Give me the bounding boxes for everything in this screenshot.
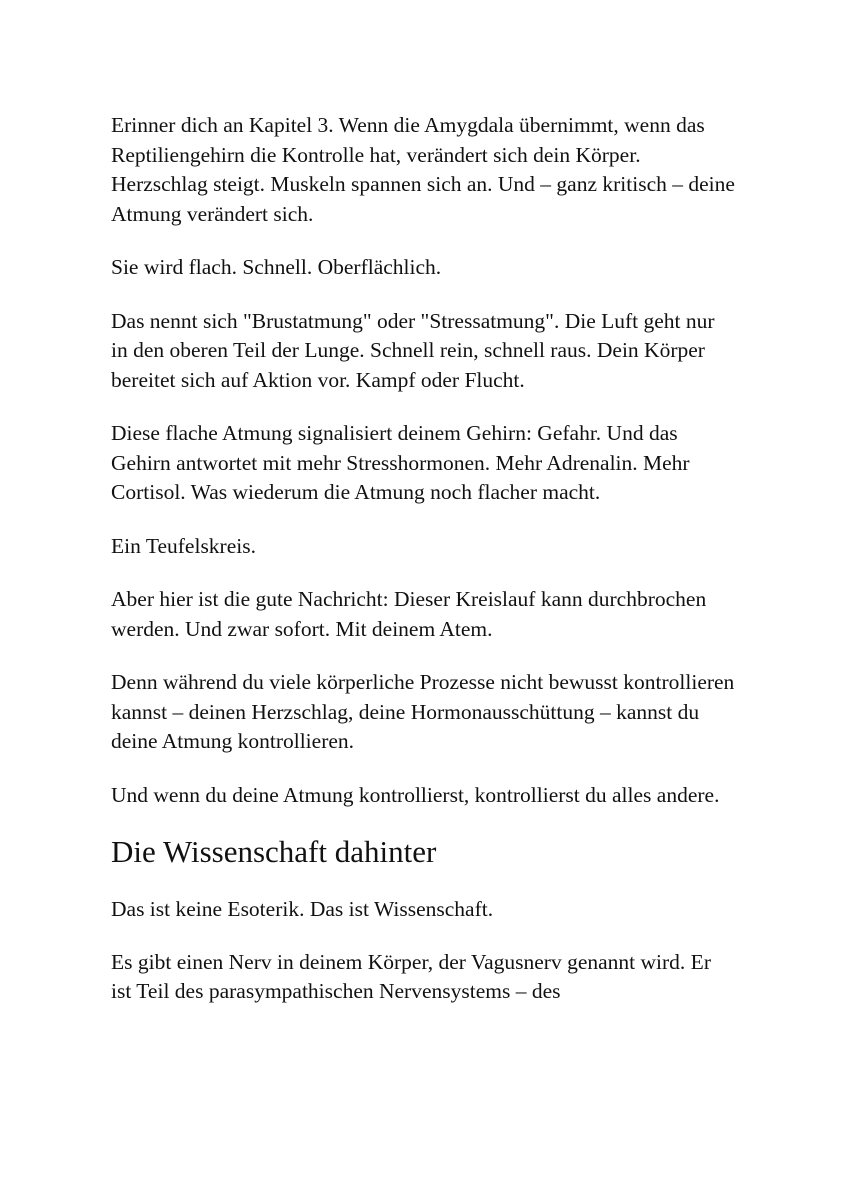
paragraph: Ein Teufelskreis.	[111, 533, 256, 558]
paragraph: Das nennt sich "Brustatmung" oder "Stressatmung". Die Luft geht nur in den oberen Teil der Lunge. Schnell rein, schnell raus. Dein Körper bereitet sich auf Aktion vor. Kampf oder Flucht.	[111, 308, 715, 392]
page-content	[111, 111, 736, 1030]
paragraph: Erinner dich an Kapitel 3. Wenn die Amygdala übernimmt, wenn das Reptiliengehirn die Kontrolle hat, verändert sich dein Körper. Herzschlag steigt. Muskeln spannen sich an. Und – ganz kritisch – deine Atmung verändert sich.	[111, 113, 735, 226]
section-heading: Die Wissenschaft dahinter	[111, 834, 437, 869]
paragraph: Denn während du viele körperliche Prozesse nicht bewusst kontrollieren kannst – deinen Herzschlag, deine Hormonausschüttung – kannst du deine Atmung kontrollieren.	[111, 670, 735, 753]
paragraph: Es gibt einen Nerv in deinem Körper, der Vagusnerv genannt wird. Er ist Teil des parasympathischen Nervensystems – des	[111, 949, 711, 1003]
paragraph: Aber hier ist die gute Nachricht: Dieser Kreislauf kann durchbrochen werden. Und zwar sofort. Mit deinem Atem.	[111, 587, 707, 641]
paragraph: Diese flache Atmung signalisiert deinem Gehirn: Gefahr. Und das Gehirn antwortet mit mehr Stresshormonen. Mehr Adrenalin. Mehr Cortisol. Was wiederum die Atmung noch flacher macht.	[111, 421, 690, 504]
paragraph: Das ist keine Esoterik. Das ist Wissenschaft.	[111, 897, 494, 921]
paragraph: Sie wird flach. Schnell. Oberflächlich.	[111, 255, 442, 279]
paragraph: Und wenn du deine Atmung kontrollierst, kontrollierst du alles andere.	[111, 782, 720, 807]
